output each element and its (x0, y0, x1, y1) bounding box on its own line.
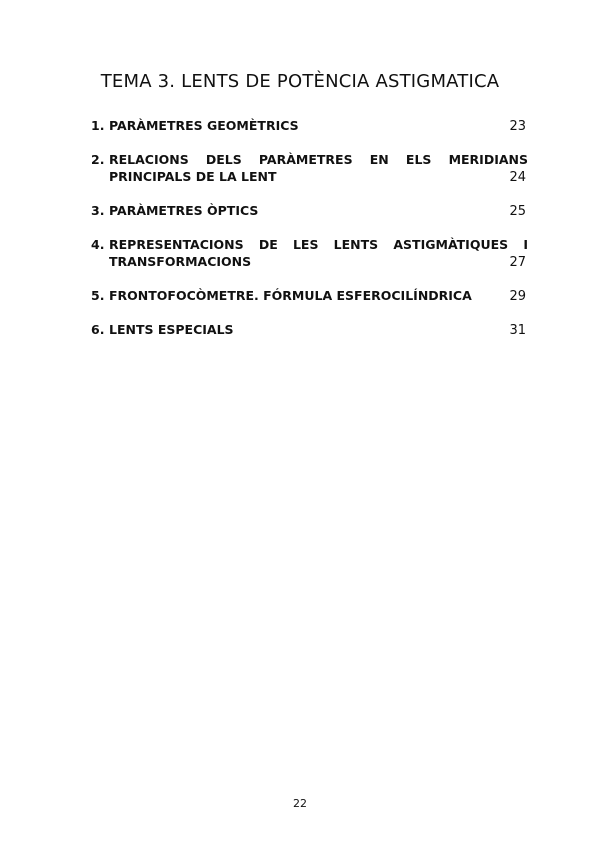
toc-entry-body (91, 151, 528, 186)
table-of-contents (91, 117, 528, 355)
toc-entry-body (91, 117, 528, 135)
toc-entry-number: 5. (91, 288, 105, 303)
toc-entry-body (91, 321, 528, 339)
toc-entry-page: 24 (509, 170, 526, 185)
toc-entry[interactable] (91, 202, 528, 220)
toc-entry-page: 31 (509, 323, 526, 338)
toc-entry-page: 23 (509, 119, 526, 134)
toc-entry[interactable] (91, 321, 528, 339)
toc-entry[interactable] (91, 151, 528, 186)
toc-entry-title: TRANSFORMACIONS (109, 254, 252, 269)
toc-entry-body (91, 236, 528, 271)
toc-entry-title: FRONTOFOCÒMETRE. FÓRMULA ESFEROCILÍNDRICA (109, 288, 472, 303)
toc-entry-title-line: REPRESENTACIONS DE LES LENTS ASTIGMÀTIQUES I (109, 237, 528, 252)
toc-entry-last-line (109, 117, 528, 135)
toc-entry-number: 6. (91, 322, 105, 337)
toc-entry[interactable] (91, 236, 528, 271)
toc-entry-last-line (109, 253, 528, 271)
toc-entry-page: 25 (509, 204, 526, 219)
toc-entry-title: PRINCIPALS DE LA LENT (109, 169, 277, 184)
toc-entry[interactable] (91, 117, 528, 135)
toc-entry-number: 4. (91, 237, 105, 252)
toc-entry[interactable] (91, 287, 528, 305)
toc-entry-last-line (109, 202, 528, 220)
toc-entry-title: LENTS ESPECIALS (109, 322, 234, 337)
toc-entry-page: 29 (509, 289, 526, 304)
toc-entry-title: PARÀMETRES GEOMÈTRICS (109, 118, 299, 133)
toc-entry-body (91, 287, 528, 305)
toc-entry-body (91, 202, 528, 220)
toc-entry-title: PARÀMETRES ÒPTICS (109, 203, 259, 218)
toc-entry-number: 1. (91, 118, 105, 133)
toc-entry-number: 3. (91, 203, 105, 218)
toc-entry-last-line (109, 168, 528, 186)
toc-entry-page: 27 (509, 255, 526, 270)
page-number: 22 (293, 797, 307, 810)
toc-entry-number: 2. (91, 152, 105, 167)
toc-entry-last-line (109, 287, 528, 305)
toc-entry-last-line (109, 321, 528, 339)
page-title: TEMA 3. LENTS DE POTÈNCIA ASTIGMATICA (100, 71, 500, 92)
toc-entry-title-line: RELACIONS DELS PARÀMETRES EN ELS MERIDIANS (109, 152, 528, 167)
